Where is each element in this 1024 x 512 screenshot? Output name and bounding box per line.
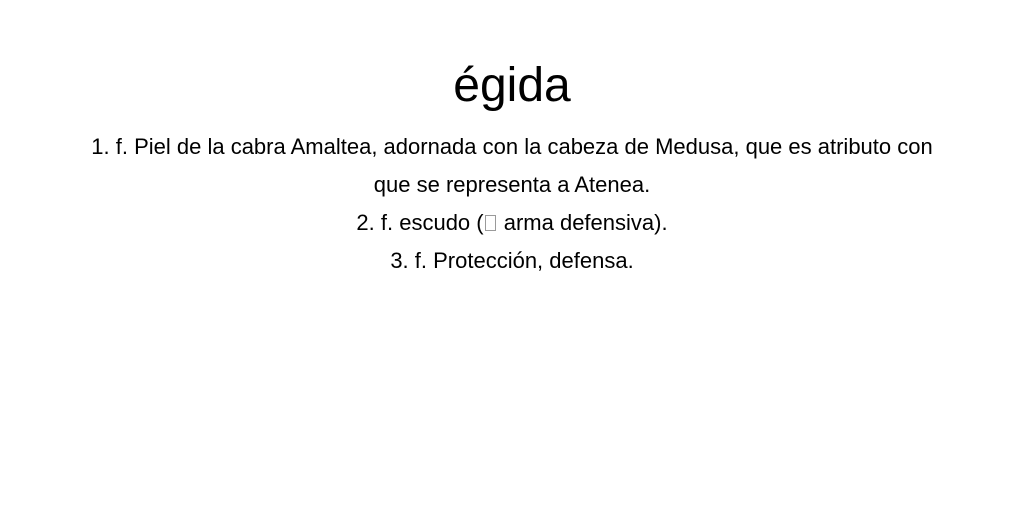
definitions-list xyxy=(72,128,952,280)
headword: égida xyxy=(453,59,571,112)
definition-1: 1. f. Piel de la cabra Amaltea, adornada con la cabeza de Medusa, que es atributo con que se representa a Atenea. xyxy=(91,134,933,197)
definition-2 xyxy=(72,204,952,242)
missing-glyph-icon xyxy=(485,215,496,231)
definition-2-prefix: 2. f. escudo ( xyxy=(356,210,484,235)
definition-2-suffix: arma defensiva). xyxy=(497,210,668,235)
definition-3: 3. f. Protección, defensa. xyxy=(390,248,634,273)
